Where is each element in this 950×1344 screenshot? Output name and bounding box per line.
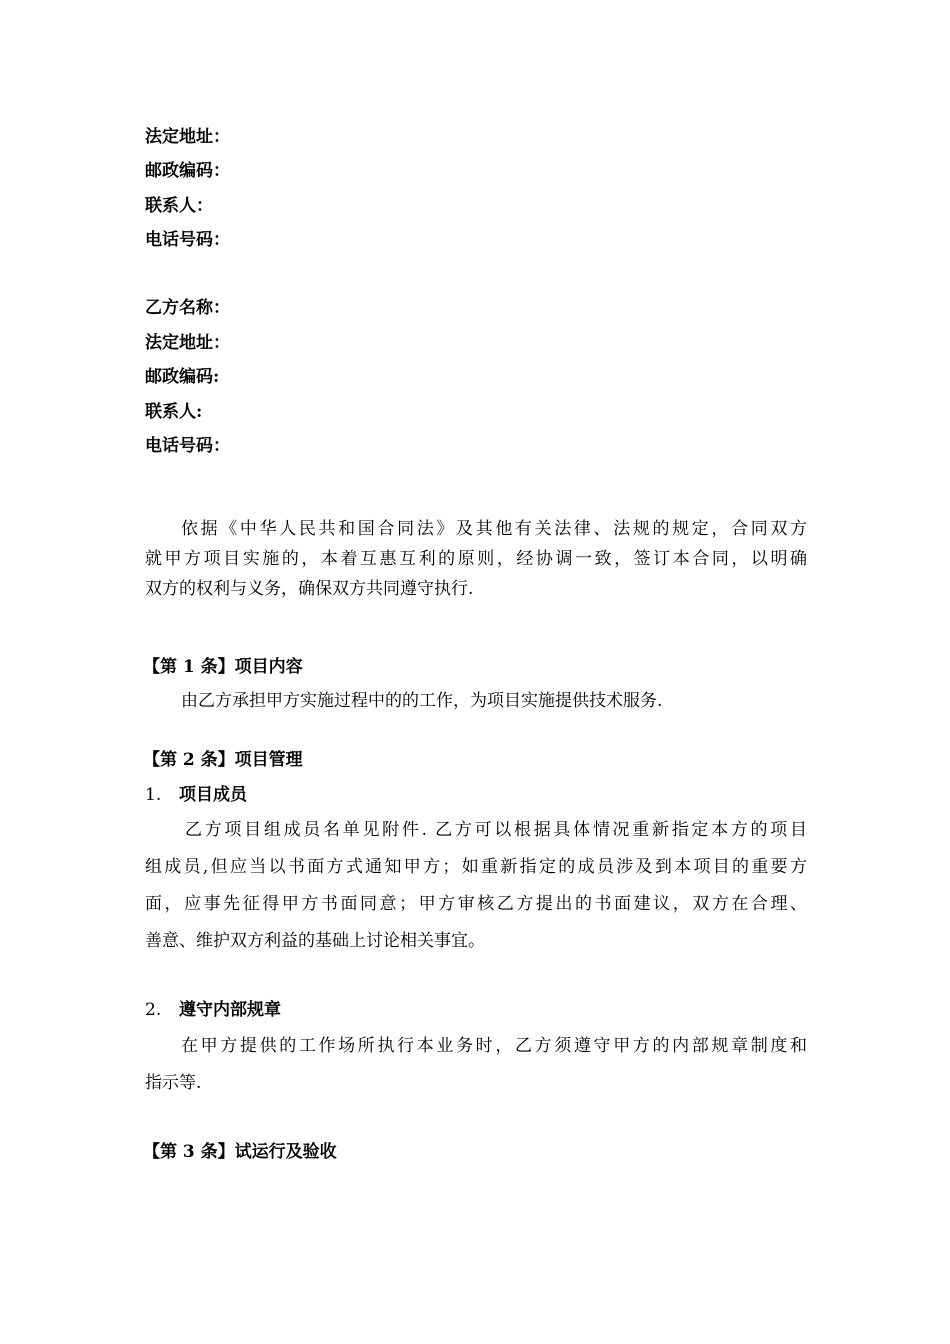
- item-1-line: 善意、维护双方利益的基础上讨论相关事宜。: [145, 931, 485, 951]
- item-title: 遵守内部规章: [179, 1000, 281, 1020]
- party-b-name-label: 乙方名称：: [145, 298, 230, 318]
- item-1-line: 组成员,但应当以书面方式通知甲方；如重新指定的成员涉及到本项目的重要方: [145, 857, 807, 877]
- preamble-line: 依据《中华人民共和国合同法》及其他有关法律、法规的规定，合同双方: [181, 519, 807, 539]
- item-1-line: 乙方项目组成员名单见附件. 乙方可以根据具体情况重新指定本方的项目: [185, 820, 807, 840]
- article-1-body: 由乙方承担甲方实施过程中的的工作，为项目实施提供技术服务.: [181, 691, 663, 711]
- preamble-line: 双方的权利与义务，确保双方共同遵守执行.: [145, 579, 474, 599]
- item-number: 2.: [145, 1000, 162, 1020]
- article-2-item-1-header: [145, 784, 247, 806]
- article-2-heading: 【第 2 条】项目管理: [143, 750, 303, 770]
- party-b-postal-label: 邮政编码:: [145, 367, 220, 387]
- article-2-item-2-header: [145, 999, 281, 1021]
- item-number: 1.: [145, 785, 162, 805]
- item-1-line: 面，应事先征得甲方书面同意；甲方审核乙方提出的书面建议，双方在合理、: [145, 894, 807, 914]
- item-2-line: 指示等.: [145, 1073, 202, 1093]
- party-a-postal-label: 邮政编码：: [145, 161, 230, 181]
- item-title: 项目成员: [179, 785, 247, 805]
- item-2-line: 在甲方提供的工作场所执行本业务时，乙方须遵守甲方的内部规章制度和: [181, 1036, 807, 1056]
- party-b-contact-label: 联系人:: [145, 402, 203, 422]
- party-b-address-label: 法定地址：: [145, 333, 230, 353]
- party-a-contact-label: 联系人：: [145, 196, 213, 216]
- party-a-phone-label: 电话号码：: [145, 230, 230, 250]
- party-b-phone-label: 电话号码：: [145, 436, 230, 456]
- preamble-line: 就甲方项目实施的，本着互惠互利的原则，经协调一致，签订本合同，以明确: [145, 549, 807, 569]
- party-a-address-label: 法定地址：: [145, 127, 230, 147]
- article-3-heading: 【第 3 条】试运行及验收: [143, 1142, 337, 1162]
- article-1-heading: 【第 1 条】项目内容: [143, 657, 303, 677]
